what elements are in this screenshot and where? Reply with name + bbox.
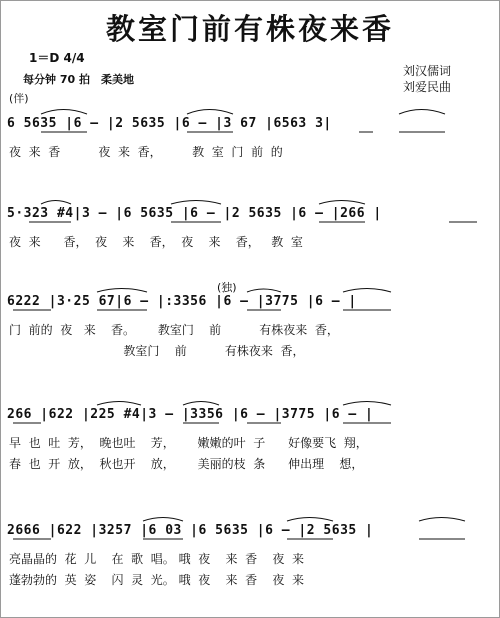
score-title: 教室门前有株夜来香: [105, 12, 394, 46]
notation-line: 6222 |3·25 67|6 – |:3356 |6 – |3775 |6 – |: [7, 294, 357, 309]
lyrics-line: 亮晶晶的 花 儿 在 歌 唱。 哦 夜 来 香 夜 来: [9, 552, 304, 566]
lyrics-line: 春 也 开 放， 秋也开 放， 美丽的枝 条 伸出理 想，: [9, 457, 364, 471]
accompaniment-marking: (伴): [9, 92, 29, 105]
lyrics-line: 蓬勃勃的 英 姿 闪 灵 光。 哦 夜 来 香 夜 来: [9, 573, 304, 587]
lyrics-line: 教室门 前 有株夜来 香，: [9, 344, 305, 358]
notation-line: 266 |622 |225 #4|3 – |3356 |6 – |3775 |6 – |: [7, 407, 374, 422]
slur-marks: [1, 1, 499, 617]
lyrics-line: 夜 来 香 夜 来 香， 教 室 门 前 的: [9, 145, 283, 159]
notation-line: 5·323 #4|3 – |6 5635 |6 – |2 5635 |6 – |266 |: [7, 206, 382, 221]
solo-marking: (独): [217, 281, 237, 294]
key-signature: 1＝D 4/4: [29, 51, 85, 65]
lyricist-credit: 刘汉儒词: [403, 64, 452, 78]
notation-line: 6 5635 |6 – |2 5635 |6 – |3 67 |6563 3|: [7, 116, 332, 131]
notation-line: 2666 |622 |3257 |6 03 |6 5635 |6 – |2 5635 |: [7, 523, 374, 538]
lyrics-line: 早 也 吐 芳， 晚也吐 芳， 嫩嫩的叶 子 好像要飞 翔，: [9, 436, 368, 450]
lyrics-line: 夜 来 香， 夜 来 香， 夜 来 香， 教 室: [9, 235, 303, 249]
lyrics-line: 门 前的 夜 来 香。 教室门 前 有株夜来 香，: [9, 323, 339, 337]
tempo-marking: 每分钟 70 拍 柔美地: [23, 73, 134, 86]
composer-credit: 刘爱民曲: [403, 80, 452, 94]
